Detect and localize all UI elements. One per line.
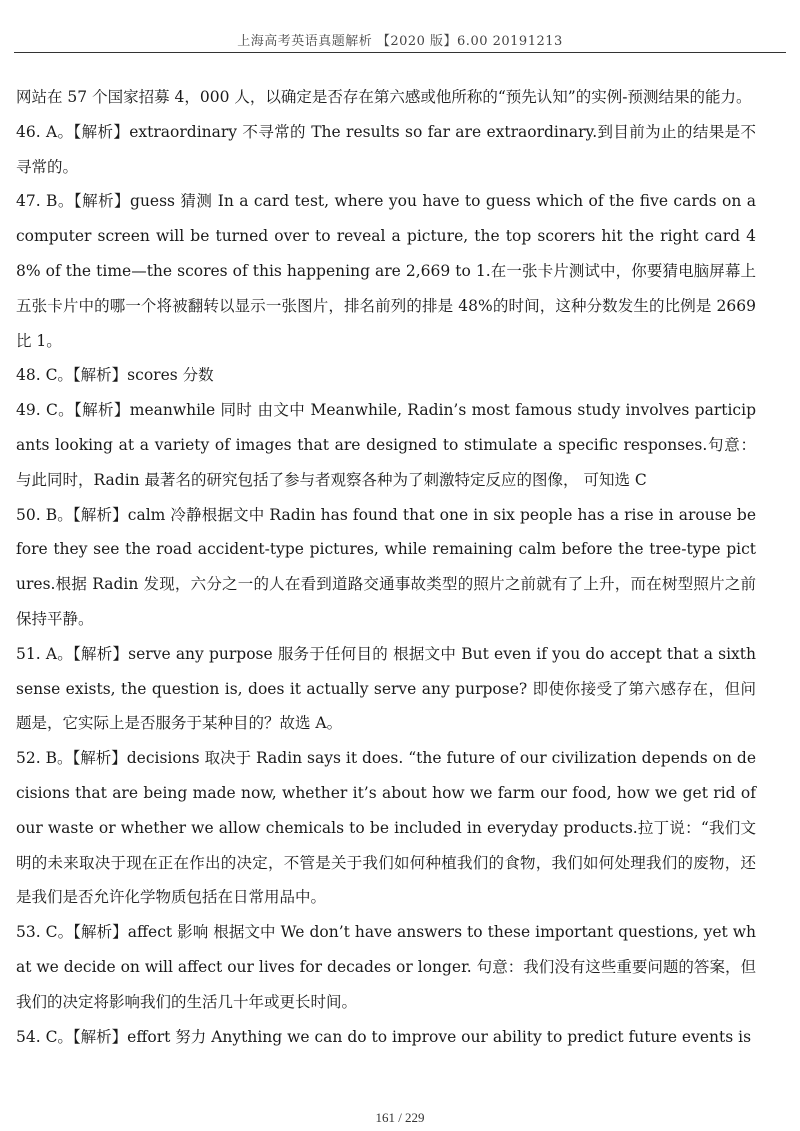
answer-48: 48. C。【解析】scores 分数 [16, 366, 214, 385]
page-header: 上海高考英语真题解析 【2020 版】6.00 20191213 [237, 34, 563, 49]
answer-46: 46. A。【解析】extraordinary 不寻常的 The results so far are extraordinary.到目前为止的结果是不寻常的。 [16, 122, 756, 176]
answer-53: 53. C。【解析】affect 影响 根据文中 We don’t have answers to these important questions, yet what we decide on will affect our lives for decades or longer. 句意：我们没有这些重要问题的答案，但我们的决定将影响我们的生活几十年或更长时间。 [16, 923, 756, 1011]
answer-54: 54. C。【解析】effort 努力 Anything we can do to improve our ability to predict future events is [16, 1027, 752, 1046]
answer-49: 49. C。【解析】meanwhile 同时 由文中 Meanwhile, Radin’s most famous study involves participants looking at a variety of images that are designed to stimulate a specific responses.句意：与此同时，Radin 最著名的研究包括了参与者观察各种为了刺激特定反应的图像， 可知选 C [16, 401, 756, 489]
answer-51: 51. A。【解析】serve any purpose 服务于任何目的 根据文中 But even if you do accept that a sixth sense exists, the question is, does it actually serve any purpose? 即使你接受了第六感存在，但问题是，它实际上是否服务于某种目的？故选 A。 [16, 644, 756, 733]
page-body [16, 80, 756, 1054]
header-divider [14, 52, 786, 53]
page-number: 161 / 229 [375, 1110, 425, 1125]
answer-47: 47. B。【解析】guess 猜测 In a card test, where you have to guess which of the five cards on a computer screen will be turned over to reveal a picture, the top scorers hit the right card 48% of the time—the scores of this happening are 2,669 to 1.在一张卡片测试中，你要猜电脑屏幕上五张卡片中的哪一个将被翻转以显示一张图片，排名前列的排是 48%的时间，这种分数发生的比例是 2669 比 1。 [16, 192, 756, 350]
answer-52: 52. B。【解析】decisions 取决于 Radin says it does. “the future of our civilization depends on decisions that are being made now, whether it’s about how we farm our food, how we get rid of our waste or whether we allow chemicals to be included in everyday products.拉丁说：“我们文明的未来取决于现在正在作出的决定，不管是关于我们如何种植我们的食物，我们如何处理我们的废物，还是我们是否允许化学物质包括在日常用品中。 [16, 749, 756, 907]
answer-50: 50. B。【解析】calm 冷静根据文中 Radin has found that one in six people has a rise in arouse before they see the road accident-type pictures, while remaining calm before the tree-type pictures.根据 Radin 发现，六分之一的人在看到道路交通事故类型的照片之前就有了上升，而在树型照片之前保持平静。 [16, 505, 756, 628]
paragraph-intro: 网站在 57 个国家招募 4，000 人，以确定是否存在第六感或他所称的“预先认知”的实例-预测结果的能力。 [16, 88, 752, 106]
